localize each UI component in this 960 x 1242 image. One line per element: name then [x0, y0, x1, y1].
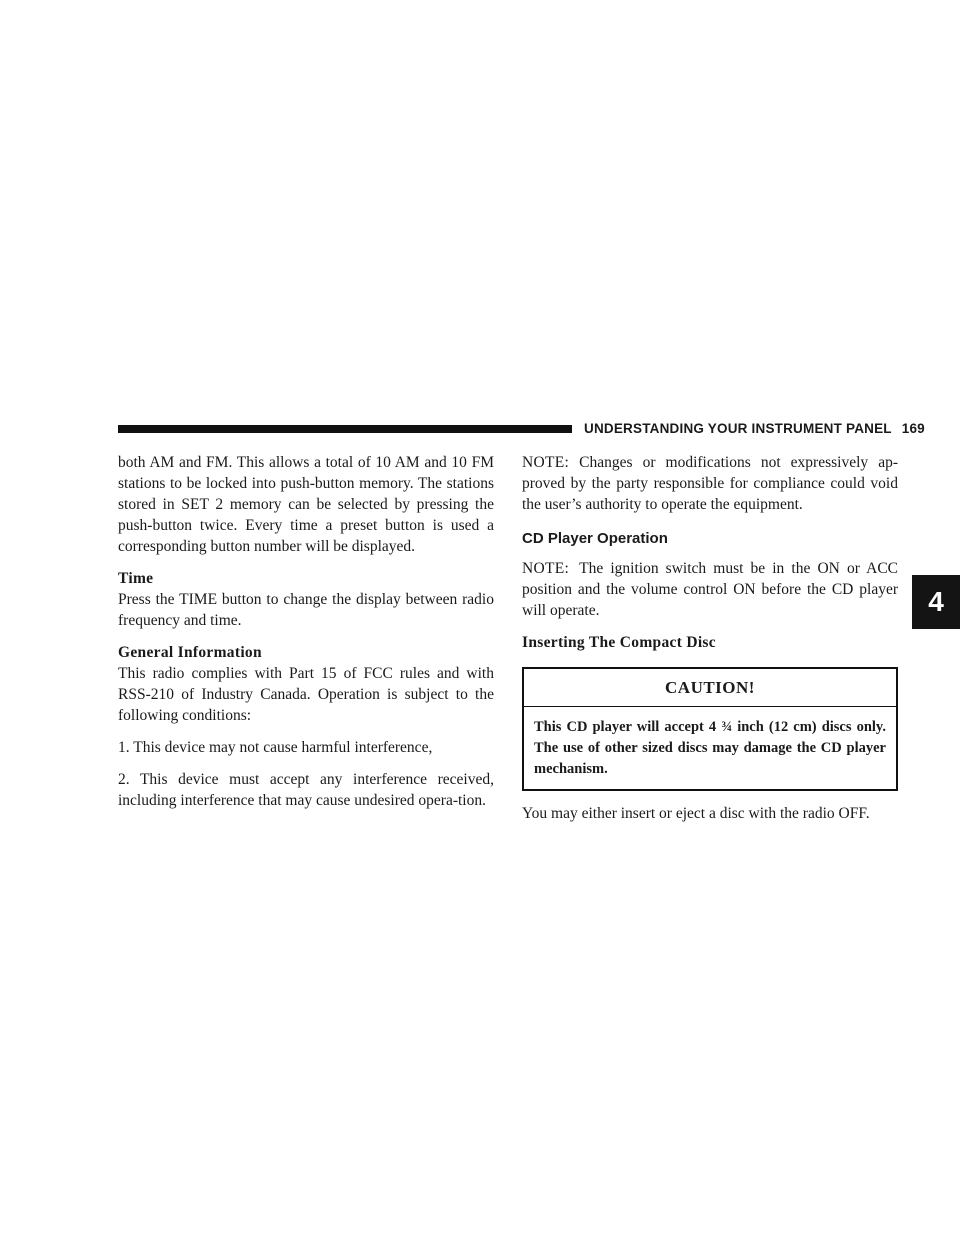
running-header [584, 421, 925, 437]
note-ignition [522, 558, 898, 621]
heading-general-information: General Information [118, 644, 262, 661]
condition-1: 1. This device may not cause harmful interference, [118, 739, 433, 756]
caution-text: This CD player will accept 4 ¾ inch (12 cm) discs only. The use of other sized discs may damage the CD player mechanism. [534, 719, 886, 777]
caution-title: CAUTION! [524, 669, 896, 707]
right-column [522, 452, 898, 835]
note-label: NOTE: [522, 454, 570, 471]
note-modifications-text: Changes or modifications not expressively ap-proved by the party responsible for compliance could void the user’s authority to operate the equipment. [522, 454, 898, 513]
chapter-tab: 4 [912, 575, 960, 629]
note-label: NOTE: [522, 560, 570, 577]
left-column [118, 452, 494, 822]
note-ignition-text: The ignition switch must be in the ON or ACC position and the volume control ON before the CD player will operate. [522, 560, 898, 619]
header-rule [118, 425, 572, 433]
heading-cd-player-operation: CD Player Operation [522, 530, 668, 547]
heading-time: Time [118, 570, 154, 587]
paragraph-insert-eject: You may either insert or eject a disc with the radio OFF. [522, 805, 870, 822]
condition-2: 2. This device must accept any interference received, including interference that may cause undesired opera-tion. [118, 771, 494, 809]
paragraph-general-information: This radio complies with Part 15 of FCC rules and with RSS-210 of Industry Canada. Operation is subject to the following conditions: [118, 665, 494, 724]
heading-inserting-compact-disc: Inserting The Compact Disc [522, 634, 716, 651]
caution-box [522, 667, 898, 791]
paragraph-preset-memory: both AM and FM. This allows a total of 10 AM and 10 FM stations to be locked into push-button memory. The stations stored in SET 2 memory can be selected by pressing the push-button twice. Every time a preset button is used a corresponding button number will be displayed. [118, 454, 494, 555]
section-title: UNDERSTANDING YOUR INSTRUMENT PANEL [584, 421, 892, 436]
page-number: 169 [901, 421, 925, 436]
note-modifications [522, 452, 898, 515]
paragraph-time: Press the TIME button to change the display between radio frequency and time. [118, 591, 494, 629]
